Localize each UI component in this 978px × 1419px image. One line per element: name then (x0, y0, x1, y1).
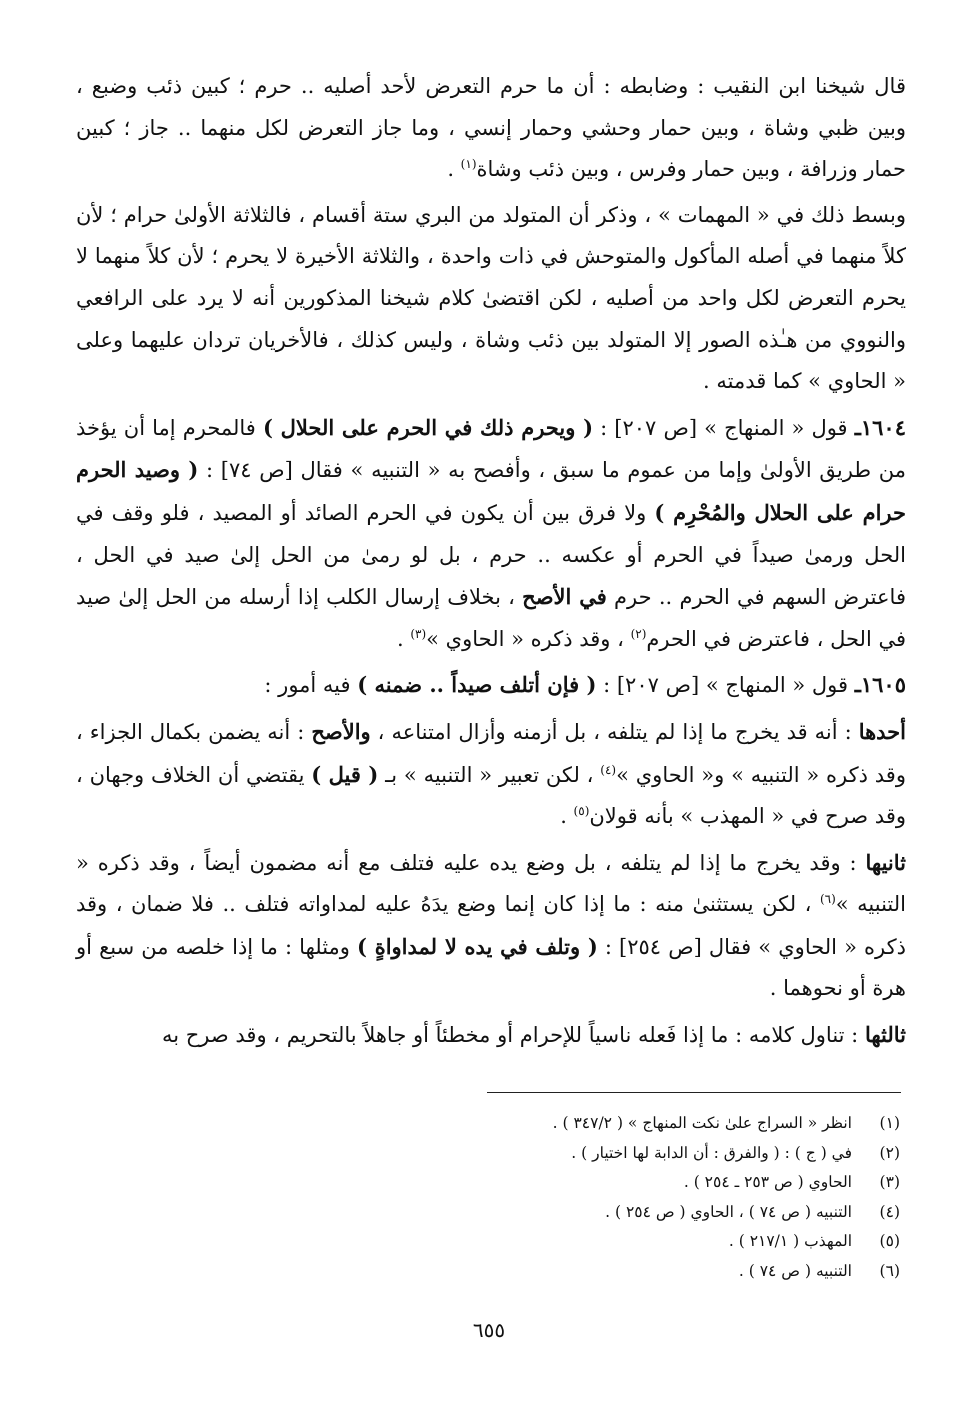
text-run: قول « المنهاج » [ص ٢٠٧] : (593, 415, 855, 440)
paragraph-1604 (76, 407, 906, 661)
footnote-text: في ( ج ) : ( والفرق : أن الدابة لها اختيار ) . (571, 1143, 852, 1162)
page-number: ٦٥٥ (472, 1318, 506, 1342)
quoted-text: ( وتلف في يده لا لمداواةٍ ) (357, 933, 598, 959)
quoted-text: ( فإن أتلف صيداً .. ضمنه ) (357, 672, 597, 698)
footnote-item (500, 1109, 900, 1139)
footnote-ref[interactable]: (٥) (573, 804, 590, 819)
issue-number: ١٦٠٥ـ (854, 672, 906, 698)
footnote-mark: (٣) (879, 1173, 900, 1192)
footnote-item (500, 1168, 900, 1198)
text-run: . (560, 804, 574, 829)
point-lead: ثالثها (864, 1022, 906, 1048)
footnote-divider (487, 1092, 901, 1093)
text-run: ، لكن تعبير « التنبيه » بـ (378, 762, 601, 787)
quoted-text: ( وصيد الحرم حرام على الحلال والمُحْرِم ) (76, 457, 906, 525)
text-run: فالمحرم إما أن يؤخذ من طريق الأولىٰ وإما من عموم ما سبق ، وأفصح به « التنبيه » فقال [ص ٧٤] : (76, 415, 906, 483)
footnote-text: التنبيه ( ص ٧٤ ) . (738, 1261, 852, 1280)
footnote-ref[interactable]: (١) (460, 157, 477, 172)
footnote-text: انظر « السراج علىٰ نكت المنهاج » ( ٣٤٧/٢ ) . (552, 1114, 852, 1132)
text-run: ، لكن يستثنىٰ منه : ما إذا كان إنما وضع يدَهُ عليه لمداواته فتلف .. فلا ضمان ، وقد ذكره « الحاوي » فقال [ص ٢٥٤] : (76, 892, 906, 959)
quoted-text: والأصح (311, 718, 371, 744)
text-run: ولا فرق بين أن يكون في الحرم الصائد أو المصيد ، فلو وقف في الحل ورمىٰ صيداً في الحرم أو عكسه .. حرم ، بل لو رمىٰ من الحل إلىٰ صيد في الحل ، فاعترض السهم في الحرم .. حرم (76, 500, 906, 610)
footnote-ref[interactable]: (٣) (410, 626, 427, 641)
footnote-ref[interactable]: (٢) (630, 626, 647, 641)
footnote-mark: (٢) (879, 1143, 900, 1162)
footnote-mark: (٥) (879, 1232, 900, 1251)
footnote-item (500, 1257, 900, 1287)
quoted-text: ( قيل ) (311, 761, 379, 787)
text-run: . (447, 157, 461, 182)
text-run: . (396, 626, 411, 651)
footnote-mark: (١) (879, 1114, 900, 1132)
footnote-item (500, 1139, 900, 1169)
text-run: قول « المنهاج » [ص ٢٠٧] : (596, 673, 855, 698)
footnote-text: المهذب ( ٢١٧/١ ) . (728, 1232, 852, 1251)
text-run: يقتضي أن الخلاف وجهان ، وقد صرح في « المهذب » بأنه قولان (76, 762, 906, 829)
text-run: : أنه يضمن بكمال الجزاء ، وقد ذكره « التنبيه » و« الحاوي » (76, 719, 906, 787)
footnote-mark: (٤) (879, 1202, 900, 1221)
paragraph-1605 (76, 664, 906, 707)
paragraph-2: وبسط ذلك في « المهمات » ، وذكر أن المتولد من البري ستة أقسام ، فالثلاثة الأولىٰ حرام ؛ لأن كلاً منهما في أصله المأكول والمتوحش في ذات واحدة ، والثلاثة الأخيرة لا يحرم ؛ لأن كلاً منهما لا يحرم التعرض لكل واحد من أصليه ، لكن اقتضىٰ كلام شيخنا المذكورين أنه لا يرد على الرافعي والنووي من هـٰذه الصور إلا المتولد بين ذئب وشاة ، وليس كذلك ، فالأخريان تردان عليهما وعلى « الحاوي » كما قدمته . (76, 202, 906, 394)
point-lead: أحدها (858, 718, 906, 744)
footnote-item (500, 1227, 900, 1257)
paragraph-1 (76, 66, 906, 191)
text-run: ، وقد ذكره « الحاوي » (426, 626, 631, 651)
paragraph-third-point (76, 1014, 906, 1057)
footnote-mark: (٦) (879, 1261, 900, 1280)
text-run: : وقد يخرج ما إذا لم يتلفه ، بل وضع يده عليه فتلف مع أنه مضمون أيضاً ، وقد ذكره « التنبيه » (76, 850, 906, 917)
footnote-item (500, 1198, 900, 1228)
quoted-text: في الأصح (522, 584, 607, 610)
quoted-text: ( ويحرم ذلك في الحرم على الحلال ) (262, 414, 594, 440)
paragraph-first-point (76, 711, 906, 838)
point-lead: ثانيها (865, 849, 906, 875)
footnote-ref[interactable]: (٦) (819, 892, 836, 907)
footnotes (500, 1109, 900, 1287)
text-run: فيه أمور : (264, 673, 358, 698)
text-run: : تناول كلامه : ما إذا فَعله ناسياً للإحرام أو مخطئاً أو جاهلاً بالتحريم ، وقد صرح به (161, 1023, 865, 1048)
main-text (76, 66, 906, 1061)
footnote-ref[interactable]: (٤) (600, 762, 617, 777)
paragraph-second-point (76, 842, 906, 1010)
footnote-text: الحاوي ( ص ٢٥٣ ـ ٢٥٤ ) . (683, 1173, 852, 1192)
text-run: ومثلها : ما إذا خلصه من سبع أو هرة أو نحوهما . (76, 934, 906, 1001)
text-run: : أنه قد يخرج ما إذا لم يتلفه ، بل أزمنه وأزال امتناعه ، (370, 719, 859, 744)
issue-number: ١٦٠٤ـ (854, 414, 906, 440)
text-run: ، بخلاف إرسال الكلب إذا أرسله من الحل إلىٰ صيد في الحل ، فاعترض في الحرم (76, 585, 906, 651)
footnote-text: التنبيه ( ص ٧٤ ) ، الحاوي ( ص ٢٥٤ ) . (605, 1202, 852, 1221)
text-run: قال شيخنا ابن النقيب : وضابطه : أن ما حرم التعرض لأحد أصليه .. حرم ؛ كبين ذئب وضبع ، وبين ظبي وشاة ، وبين حمار وحشي وحمار إنسي ، وما جاز التعرض لكل منهما .. جاز ؛ كبين حمار وزرافة ، وبين حمار وفرس ، وبين ذئب وشاة (76, 74, 906, 182)
